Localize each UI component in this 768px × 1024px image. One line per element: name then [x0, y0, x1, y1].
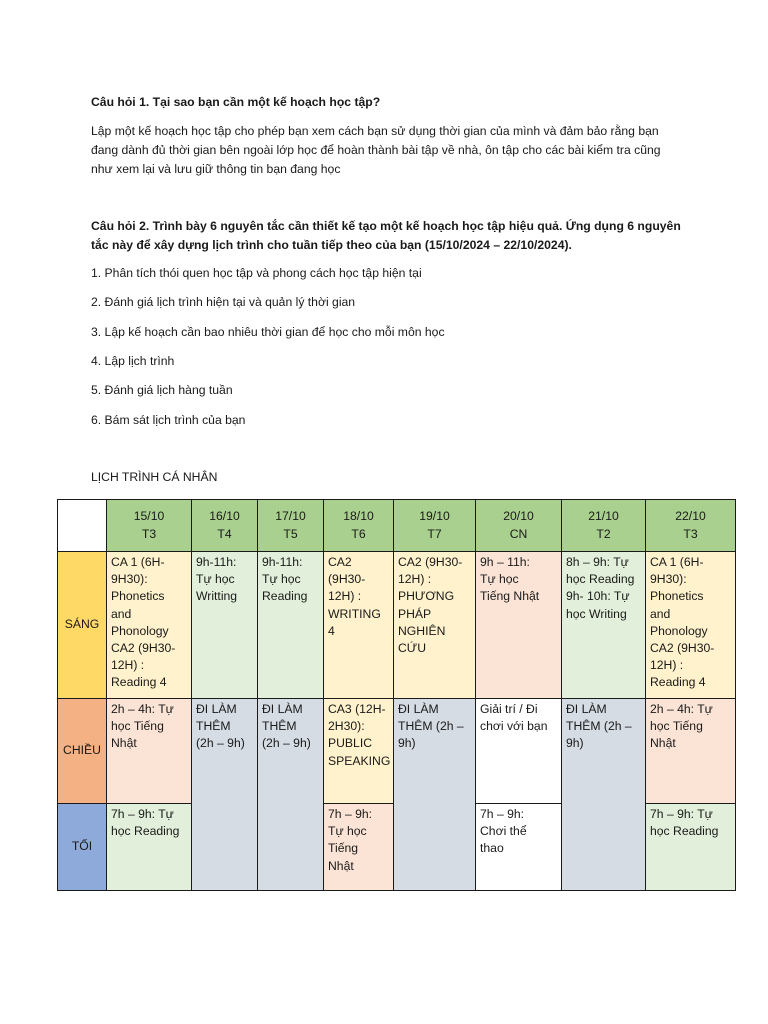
day-header — [324, 500, 394, 552]
period-label-morning: SÁNG — [58, 552, 107, 699]
schedule-cell: CA2 (9H30- 12H) : PHƯƠNG PHÁP NGHIÊN CỨU — [394, 552, 476, 699]
day-weekday: T6 — [351, 526, 366, 541]
question-1-title: Câu hỏi 1. Tại sao bạn cần một kế hoạch học tập? — [91, 95, 381, 109]
schedule-cell: 7h – 9h: Tự học Reading — [107, 804, 192, 891]
schedule-cell: 9h-11h: Tự học Writting — [192, 552, 258, 699]
day-header — [476, 500, 562, 552]
schedule-cell: ĐI LÀM THÊM (2h – 9h) — [394, 699, 476, 891]
schedule-cell: 9h – 11h: Tự học Tiếng Nhật — [476, 552, 562, 699]
day-weekday: T2 — [596, 526, 611, 541]
schedule-table — [57, 499, 736, 891]
corner-cell — [58, 500, 107, 552]
schedule-cell: 7h – 9h: Tự học Reading — [646, 804, 736, 891]
period-label-afternoon: CHIỀU — [58, 699, 107, 804]
day-header — [258, 500, 324, 552]
day-weekday: CN — [509, 526, 528, 541]
schedule-cell: 2h – 4h: Tự học Tiếng Nhật — [646, 699, 736, 804]
day-date: 15/10 — [133, 509, 165, 524]
schedule-header-row — [58, 500, 736, 552]
day-weekday: T3 — [683, 526, 698, 541]
schedule-cell: 9h-11h: Tự học Reading — [258, 552, 324, 699]
day-date: 21/10 — [588, 509, 619, 524]
principle-item: 5. Đánh giá lịch hàng tuần — [91, 383, 233, 397]
schedule-cell: 7h – 9h: Chơi thể thao — [476, 804, 562, 891]
principle-item: 6. Bám sát lịch trình của bạn — [91, 413, 246, 427]
day-date: 18/10 — [343, 509, 374, 524]
day-header — [107, 500, 192, 552]
schedule-cell: CA2 (9H30- 12H) : WRITING 4 — [324, 552, 394, 699]
schedule-cell: 8h – 9h: Tự học Reading 9h- 10h: Tự học Writing — [562, 552, 646, 699]
day-weekday: T7 — [427, 526, 442, 541]
schedule-cell: 2h – 4h: Tự học Tiếng Nhật — [107, 699, 192, 804]
day-weekday: T3 — [141, 526, 157, 541]
afternoon-row — [58, 699, 736, 804]
principle-item: 1. Phân tích thói quen học tập và phong cách học tập hiện tại — [91, 266, 422, 280]
question-1-answer: Lập một kế hoạch học tập cho phép bạn xem cách bạn sử dụng thời gian của mình và đảm bảo rằng bạn đang dành đủ thời gian bên ngoài lớp học để hoàn thành bài tập về nhà, ôn tập cho các bài kiểm tra cũng như xem lại và lưu giữ thông tin bạn đang học — [91, 124, 661, 176]
schedule-cell: 7h – 9h: Tự học Tiếng Nhật — [324, 804, 394, 891]
principle-item: 4. Lập lịch trình — [91, 354, 175, 368]
schedule-cell: ĐI LÀM THÊM (2h – 9h) — [192, 699, 258, 891]
schedule-cell: ĐI LÀM THÊM (2h – 9h) — [562, 699, 646, 891]
principle-item: 3. Lập kế hoạch cần bao nhiêu thời gian để học cho mỗi môn học — [91, 325, 445, 339]
day-weekday: T4 — [217, 526, 232, 541]
schedule-cell: CA3 (12H- 2H30): PUBLIC SPEAKING — [324, 699, 394, 804]
schedule-cell: Giải trí / Đi chơi với bạn — [476, 699, 562, 804]
day-date: 22/10 — [675, 509, 706, 524]
morning-row — [58, 552, 736, 699]
day-date: 17/10 — [275, 509, 306, 524]
day-header — [394, 500, 476, 552]
day-header — [192, 500, 258, 552]
principle-item: 2. Đánh giá lịch trình hiện tại và quản lý thời gian — [91, 295, 356, 309]
schedule-cell: CA 1 (6H- 9H30): Phonetics and Phonology CA2 (9H30- 12H) : Reading 4 — [646, 552, 736, 699]
schedule-cell: ĐI LÀM THÊM (2h – 9h) — [258, 699, 324, 891]
day-weekday: T5 — [283, 526, 298, 541]
schedule-caption: LỊCH TRÌNH CÁ NHÂN — [91, 470, 218, 484]
day-header — [562, 500, 646, 552]
day-date: 16/10 — [209, 509, 240, 524]
day-date: 19/10 — [419, 509, 450, 524]
question-2-title: Câu hỏi 2. Trình bày 6 nguyên tắc cần thiết kế tạo một kế hoạch học tập hiệu quả. Ứng dụng 6 nguyên tắc này để xây dựng lịch trình cho tuần tiếp theo của bạn (15/10/2024 – 22/10/2024). — [91, 219, 681, 252]
day-header — [646, 500, 736, 552]
period-label-evening: TỐI — [58, 804, 107, 891]
schedule-cell: CA 1 (6H- 9H30): Phonetics and Phonology CA2 (9H30- 12H) : Reading 4 — [107, 552, 192, 699]
day-date: 20/10 — [503, 509, 534, 524]
